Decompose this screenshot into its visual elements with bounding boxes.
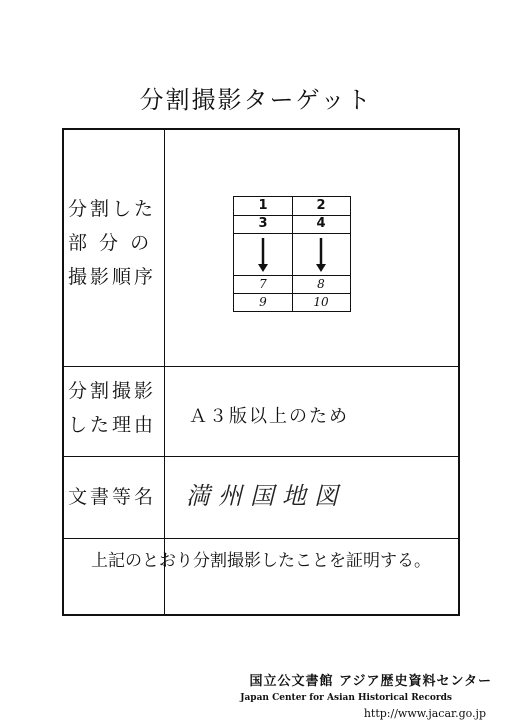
reason-label-line-1: 分割撮影	[68, 380, 157, 402]
grid-cell: 3	[258, 216, 268, 231]
down-arrows	[234, 234, 350, 275]
reason-label-line-2: した理由	[68, 414, 157, 436]
down-arrow-left-head	[258, 264, 268, 272]
order-label-line-2: 部 分 の	[68, 232, 153, 254]
footer-org-en: Japan Center for Asian Historical Records	[240, 693, 452, 703]
footer-org-ja: 国立公文書館 アジア歴史資料センター	[249, 674, 492, 689]
footer-url: http://www.jacar.go.jp	[363, 707, 486, 720]
grid-cell: 9	[259, 295, 267, 309]
order-label-line-3: 撮影順序	[68, 266, 157, 288]
grid-cell: 10	[313, 295, 329, 309]
certification-text: 上記のとおり分割撮影したことを証明する。	[91, 551, 431, 571]
grid-cell: 1	[258, 198, 268, 213]
reason-label	[64, 374, 164, 442]
order-label-line-1: 分割した	[68, 198, 157, 220]
row-divider-3	[64, 538, 458, 539]
grid-cell: 4	[316, 216, 326, 231]
order-grid	[233, 196, 351, 312]
row-divider-2	[64, 456, 458, 457]
row-divider-1	[64, 366, 458, 367]
grid-cell: 8	[317, 277, 325, 291]
reason-value: Ａ３版以上のため	[189, 406, 349, 427]
page-title: 分割撮影ターゲット	[139, 86, 373, 114]
grid-cell: 7	[259, 277, 267, 291]
order-label	[64, 192, 164, 294]
footer	[240, 674, 492, 722]
down-arrow-right-head	[316, 264, 326, 272]
docname-label	[64, 480, 164, 514]
grid-hline-4	[234, 293, 350, 294]
grid-hline-3	[234, 275, 350, 276]
docname-label-text: 文書等名	[68, 486, 157, 508]
label-column-divider	[164, 130, 165, 614]
target-form	[62, 128, 460, 616]
grid-cell: 2	[316, 198, 326, 213]
docname-value: 満州国地図	[186, 482, 346, 510]
